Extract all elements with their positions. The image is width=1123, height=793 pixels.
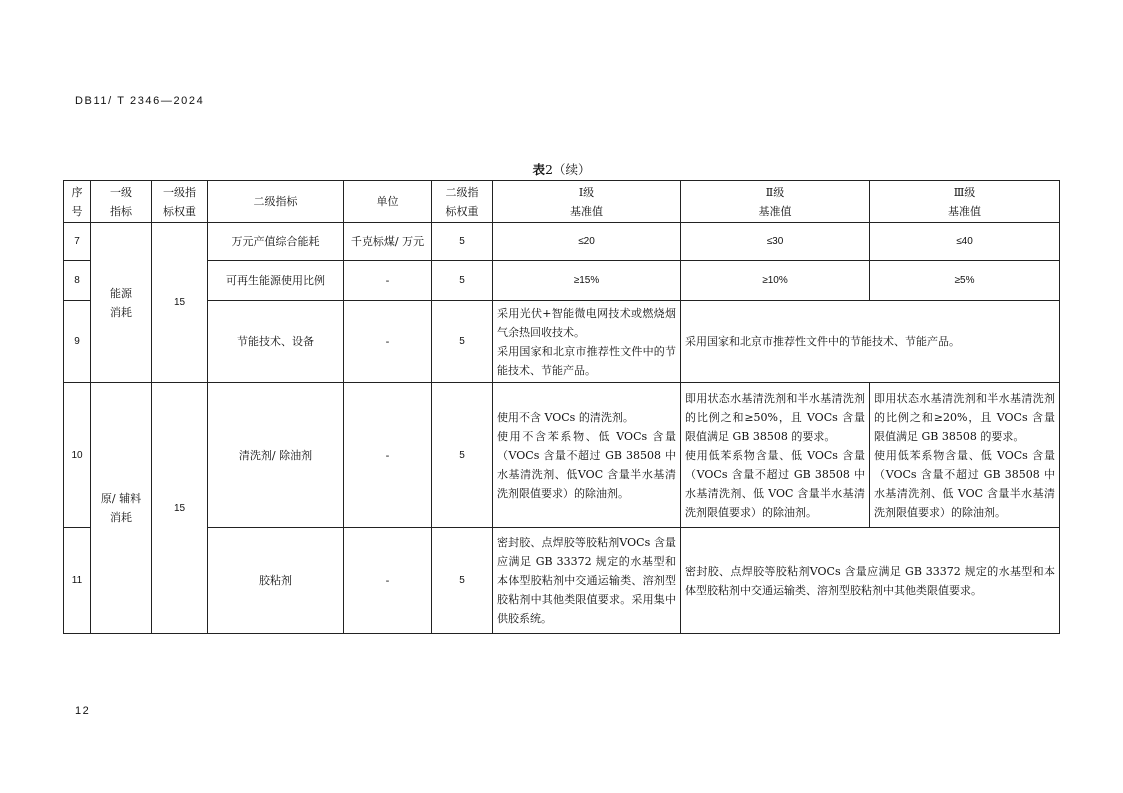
group-material-name: 原/ 辅料 消耗 xyxy=(91,383,152,634)
table-header-row xyxy=(64,181,1060,223)
document-code: DB11/ T 2346—2024 xyxy=(75,95,205,107)
row-seq: 10 xyxy=(64,383,91,528)
row-grade3: 即用状态水基清洗剂和半水基清洗剂的比例之和≥20%，且 VOCs 含量限值满足 GB 38508 的要求。 使用低苯系物含量、低 VOCs 含量（VOCs 含量不超过 GB 38508 中水基清洗剂、低 VOC 含量半水基清洗剂限值要求）的除油剂。 xyxy=(870,383,1060,528)
row-seq: 8 xyxy=(64,261,91,301)
row-grade2: ≥10% xyxy=(681,261,870,301)
table-row xyxy=(64,383,1060,528)
row-grade1: 采用光伏+智能微电网技术或燃烧烟气余热回收技术。 采用国家和北京市推荐性文件中的节能技术、节能产品。 xyxy=(493,301,681,383)
table-row xyxy=(64,223,1060,261)
row-grade2: 即用状态水基清洗剂和半水基清洗剂的比例之和≥50%，且 VOCs 含量限值满足 GB 38508 的要求。 使用低苯系物含量、低 VOCs 含量（VOCs 含量不超过 GB 38508 中水基清洗剂、低 VOC 含量半水基清洗剂限值要求）的除油剂。 xyxy=(681,383,870,528)
header-level2-weight: 二级指 标权重 xyxy=(432,181,493,223)
group-energy-name: 能源 消耗 xyxy=(91,223,152,383)
row-weight: 5 xyxy=(432,383,493,528)
header-level1: 一级 指标 xyxy=(91,181,152,223)
header-grade3: Ⅲ级 基准值 xyxy=(870,181,1060,223)
table-row xyxy=(64,301,1060,383)
row-weight: 5 xyxy=(432,261,493,301)
indicator-table xyxy=(63,180,1060,634)
row-grade1: ≥15% xyxy=(493,261,681,301)
row-weight: 5 xyxy=(432,301,493,383)
caption-number: 2（续） xyxy=(545,162,591,177)
row-indicator: 节能技术、设备 xyxy=(208,301,344,383)
row-unit: - xyxy=(344,528,432,634)
row-indicator: 胶粘剂 xyxy=(208,528,344,634)
table-row xyxy=(64,528,1060,634)
row-indicator: 清洗剂/ 除油剂 xyxy=(208,383,344,528)
row-unit: - xyxy=(344,261,432,301)
row-indicator: 可再生能源使用比例 xyxy=(208,261,344,301)
row-grade2-3: 密封胶、点焊胶等胶粘剂VOCs 含量应满足 GB 33372 规定的水基型和本体型胶粘剂中交通运输类、溶剂型胶粘剂中其他类限值要求。 xyxy=(681,528,1060,634)
group-material-weight: 15 xyxy=(152,383,208,634)
row-grade3: ≥5% xyxy=(870,261,1060,301)
row-seq: 7 xyxy=(64,223,91,261)
row-weight: 5 xyxy=(432,528,493,634)
row-seq: 11 xyxy=(64,528,91,634)
row-indicator: 万元产值综合能耗 xyxy=(208,223,344,261)
row-weight: 5 xyxy=(432,223,493,261)
row-grade3: ≤40 xyxy=(870,223,1060,261)
row-unit: - xyxy=(344,383,432,528)
table-caption xyxy=(0,160,1123,178)
header-seq: 序 号 xyxy=(64,181,91,223)
header-grade2: Ⅱ级 基准值 xyxy=(681,181,870,223)
group-energy-weight: 15 xyxy=(152,223,208,383)
page-number: 12 xyxy=(75,705,91,717)
row-grade1: 使用不含 VOCs 的清洗剂。 使用不含苯系物、低 VOCs 含量（VOCs 含量不超过 GB 38508 中水基清洗剂、低VOC 含量半水基清洗剂限值要求）的除油剂。 xyxy=(493,383,681,528)
row-seq: 9 xyxy=(64,301,91,383)
row-unit: 千克标煤/ 万元 xyxy=(344,223,432,261)
header-level2: 二级指标 xyxy=(208,181,344,223)
header-unit: 单位 xyxy=(344,181,432,223)
header-level1-weight: 一级指 标权重 xyxy=(152,181,208,223)
caption-table-word: 表 xyxy=(532,162,546,177)
row-grade2: ≤30 xyxy=(681,223,870,261)
row-unit: - xyxy=(344,301,432,383)
row-grade1: 密封胶、点焊胶等胶粘剂VOCs 含量应满足 GB 33372 规定的水基型和本体型胶粘剂中交通运输类、溶剂型胶粘剂中其他类限值要求。采用集中供胶系统。 xyxy=(493,528,681,634)
header-grade1: Ⅰ级 基准值 xyxy=(493,181,681,223)
row-grade1: ≤20 xyxy=(493,223,681,261)
table-row xyxy=(64,261,1060,301)
row-grade2-3: 采用国家和北京市推荐性文件中的节能技术、节能产品。 xyxy=(681,301,1060,383)
